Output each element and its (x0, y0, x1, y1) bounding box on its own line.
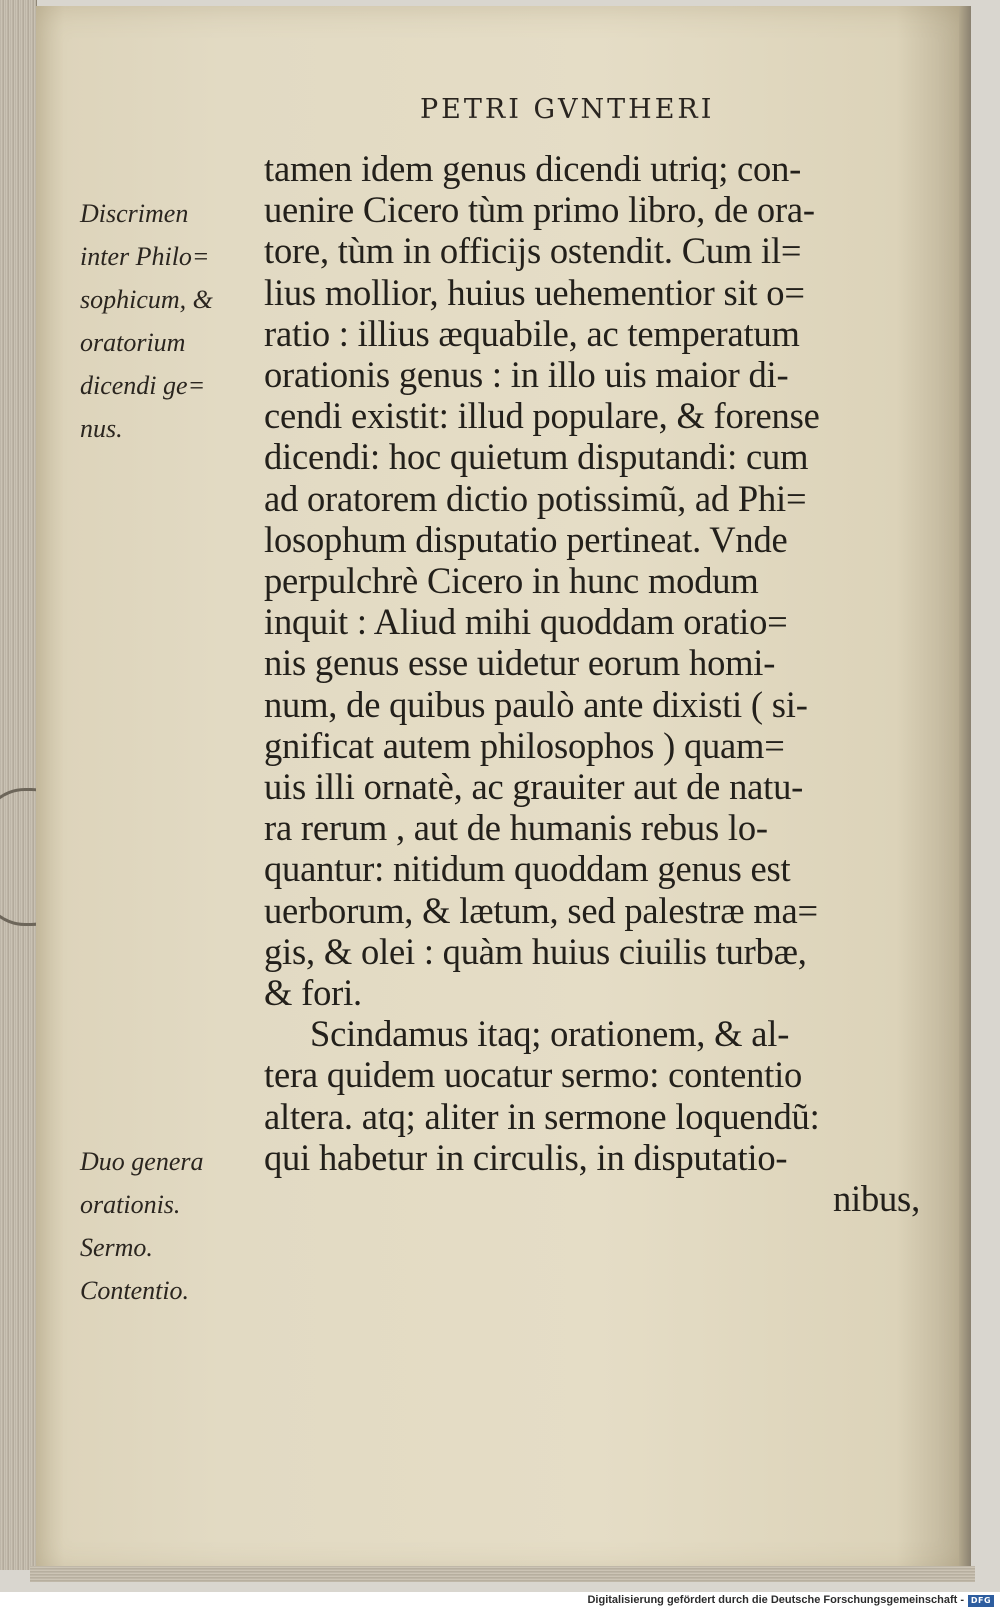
text-line: tamen idem genus dicendi utriq; con- (264, 148, 802, 189)
text-line: quantur: nitidum quoddam genus est (264, 848, 791, 890)
margin-line: Discrimen (80, 199, 189, 228)
dfg-logo-icon: DFG (968, 1595, 994, 1607)
text-line: num, de quibus paulò ante dixisti ( si- (264, 683, 808, 725)
text-line: dicendi: hoc quietum disputandi: cum (264, 436, 809, 478)
text-line: tore, tùm in officijs ostendit. Cum il= (264, 230, 802, 272)
marginal-note-discrimen (80, 192, 260, 450)
text-line: qui habetur in circulis, in disputatio- (264, 1136, 788, 1178)
text-line: & fori. (264, 972, 362, 1014)
text-line: altera. atq; aliter in sermone loquendũ: (264, 1095, 820, 1137)
book-bottom-edges (30, 1566, 975, 1582)
margin-line: oratorium (80, 328, 186, 357)
main-text-block (264, 148, 924, 1219)
text-line: Scindamus itaq; orationem, & al- (310, 1013, 790, 1055)
text-line: tera quidem uocatur sermo: contentio (264, 1054, 803, 1096)
margin-line: inter Philo= (80, 242, 210, 271)
text-line: nis genus esse uidetur eorum homi- (264, 642, 776, 684)
margin-line: nus. (80, 414, 123, 443)
digitization-credit: Digitalisierung gefördert durch die Deutsche Forschungsgemeinschaft - (587, 1594, 964, 1606)
text-line: ad oratorem dictio potissimũ, ad Phi= (264, 477, 807, 519)
text-line: gis, & olei : quàm huius ciuilis turbæ, (264, 930, 807, 972)
text-line: ra rerum , aut de humanis rebus lo- (264, 807, 768, 849)
marginal-note-duo-genera (80, 1140, 260, 1312)
margin-line: Contentio. (80, 1276, 190, 1305)
text-line: cendi existit: illud populare, & forense (264, 395, 820, 437)
text-line: ratio : illius æquabile, ac temperatum (264, 312, 800, 354)
margin-line: orationis. (80, 1190, 181, 1219)
running-head: PETRI GVNTHERI (420, 94, 715, 125)
text-line: uis illi ornatè, ac grauiter aut de natu- (264, 766, 804, 808)
text-line: inquit : Aliud mihi quoddam oratio= (264, 601, 788, 643)
text-line: orationis genus : in illo uis maior di- (264, 354, 789, 396)
margin-line: sophicum, & (80, 285, 213, 314)
text-line: lius mollior, huius uehementior sit o= (264, 271, 805, 313)
page-gutter-shadow (959, 6, 971, 1574)
text-line: uerborum, & lætum, sed palestræ ma= (264, 889, 818, 931)
book-page-edges (0, 0, 37, 1570)
margin-line: Sermo. (80, 1233, 153, 1262)
margin-line: Duo genera (80, 1147, 204, 1176)
catchword: nibus, (832, 1178, 920, 1220)
text-line: losophum disputatio pertineat. Vnde (264, 518, 788, 560)
text-line: perpulchrè Cicero in hunc modum (264, 560, 759, 602)
text-line: gnificat autem philosophos ) quam= (264, 724, 785, 766)
text-line: uenire Cicero tùm primo libro, de ora- (264, 189, 815, 231)
margin-line: dicendi ge= (80, 371, 206, 400)
